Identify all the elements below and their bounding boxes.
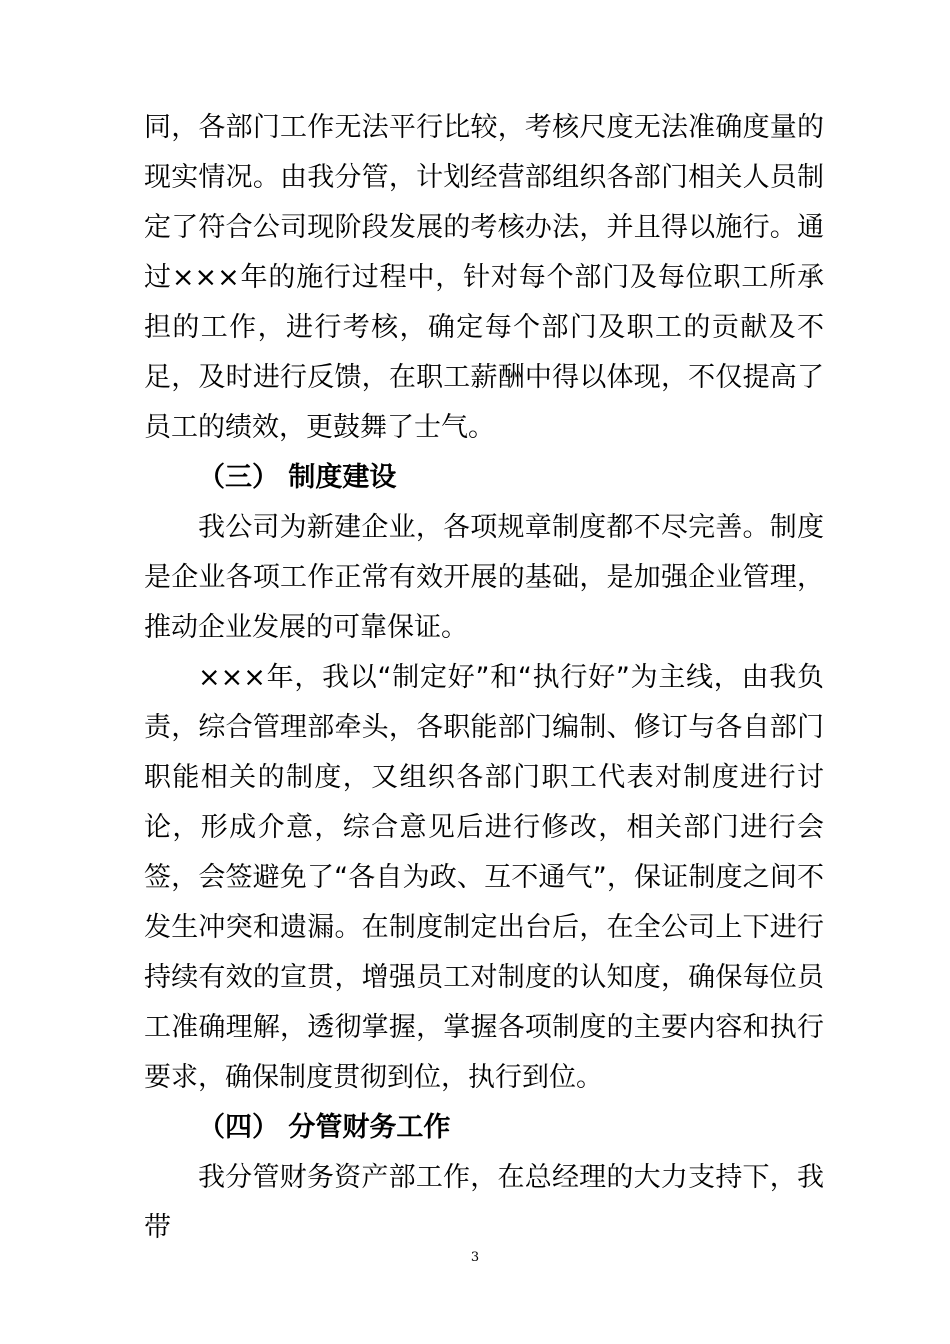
document-body [144, 103, 824, 1253]
section-heading-3: （三） 制度建设 [198, 462, 397, 493]
page-number: 3 [470, 1250, 480, 1265]
paragraph-body: ×××年，我以“制定好”和“执行好”为主线，由我负责，综合管理部牵头，各职能部门编制、修订与各自部门职能相关的制度，又组织各部门职工代表对制度进行讨论，形成介意，综合意见后进行修改，相关部门进行会签，会签避免了“各自为政、互不通气”，保证制度之间不发生冲突和遗漏。在制度制定出台后，在全公司上下进行持续有效的宣贯，增强员工对制度的认知度，确保每位员工准确理解，透彻掌握，掌握各项制度的主要内容和执行要求，确保制度贯彻到位，执行到位。 [144, 662, 824, 1093]
paragraph-body: 我公司为新建企业，各项规章制度都不尽完善。制度是企业各项工作正常有效开展的基础，是加强企业管理，推动企业发展的可靠保证。 [144, 512, 824, 643]
paragraph-body: 我分管财务资产部工作，在总经理的大力支持下，我带 [144, 1162, 824, 1243]
section-heading-4: （四） 分管财务工作 [198, 1112, 451, 1143]
paragraph-continuation: 同，各部门工作无法平行比较，考核尺度无法准确度量的现实情况。由我分管，计划经营部组织各部门相关人员制定了符合公司现阶段发展的考核办法，并且得以施行。通过×××年的施行过程中，针对每个部门及每位职工所承担的工作，进行考核，确定每个部门及职工的贡献及不足，及时进行反馈，在职工薪酬中得以体现，不仅提高了员工的绩效，更鼓舞了士气。 [144, 112, 824, 443]
